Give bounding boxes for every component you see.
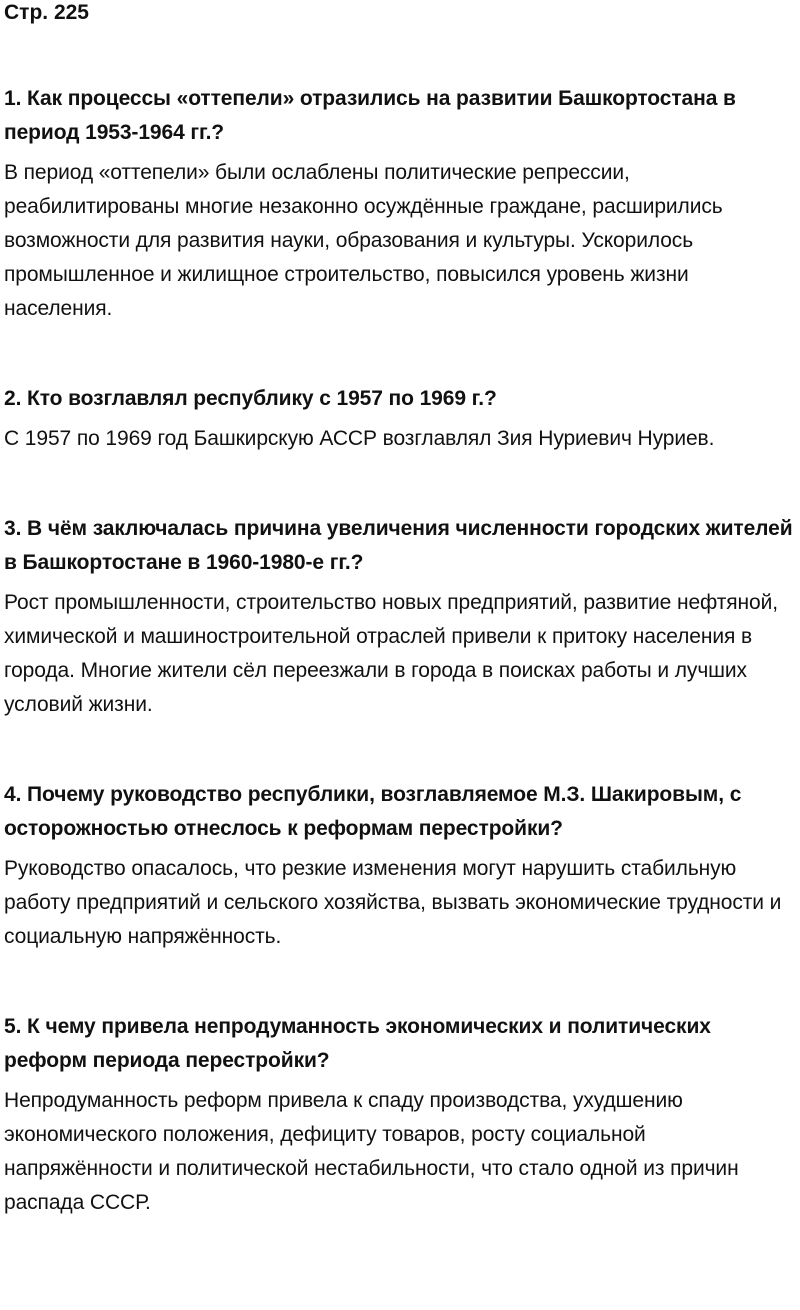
qa-item-1 [4,82,800,326]
answer-5: Непродуманность реформ привела к спаду производства, ухудшению экономического положения, дефициту товаров, росту социальной напряжённости и политической нестабильности, что стало одной из причин распада СССР. [4,1089,739,1214]
answer-1: В период «оттепели» были ослаблены политические репрессии, реабилитированы многие незаконно осуждённые граждане, расширились возможности для развития науки, образования и культуры. Ускорилось промышленное и жилищное строительство, повысился уровень жизни населения. [4,161,723,320]
question-4: 4. Почему руководство республики, возглавляемое М.З. Шакировым, с осторожностью отнеслось к реформам перестройки? [4,783,742,840]
answer-2: С 1957 по 1969 год Башкирскую АССР возглавлял Зия Нуриевич Нуриев. [4,427,715,450]
qa-item-4 [4,778,800,954]
question-5: 5. К чему привела непродуманность экономических и политических реформ периода перестройки? [4,1015,711,1072]
page-title: Стр. 225 [4,1,89,24]
qa-item-2 [4,382,800,456]
question-1: 1. Как процессы «оттепели» отразились на развитии Башкортостана в период 1953-1964 гг.? [4,87,736,144]
question-2: 2. Кто возглавлял республику с 1957 по 1969 г.? [4,387,497,410]
qa-item-3 [4,512,800,722]
question-3: 3. В чём заключалась причина увеличения численности городских жителей в Башкортостане в 1960-1980-е гг.? [4,517,793,574]
answer-4: Руководство опасалось, что резкие изменения могут нарушить стабильную работу предприятий и сельского хозяйства, вызвать экономические трудности и социальную напряжённость. [4,857,782,948]
answer-3: Рост промышленности, строительство новых предприятий, развитие нефтяной, химической и машиностроительной отраслей привели к притоку населения в города. Многие жители сёл переезжали в города в поисках работы и лучших условий жизни. [4,591,778,716]
qa-item-5 [4,1010,800,1220]
